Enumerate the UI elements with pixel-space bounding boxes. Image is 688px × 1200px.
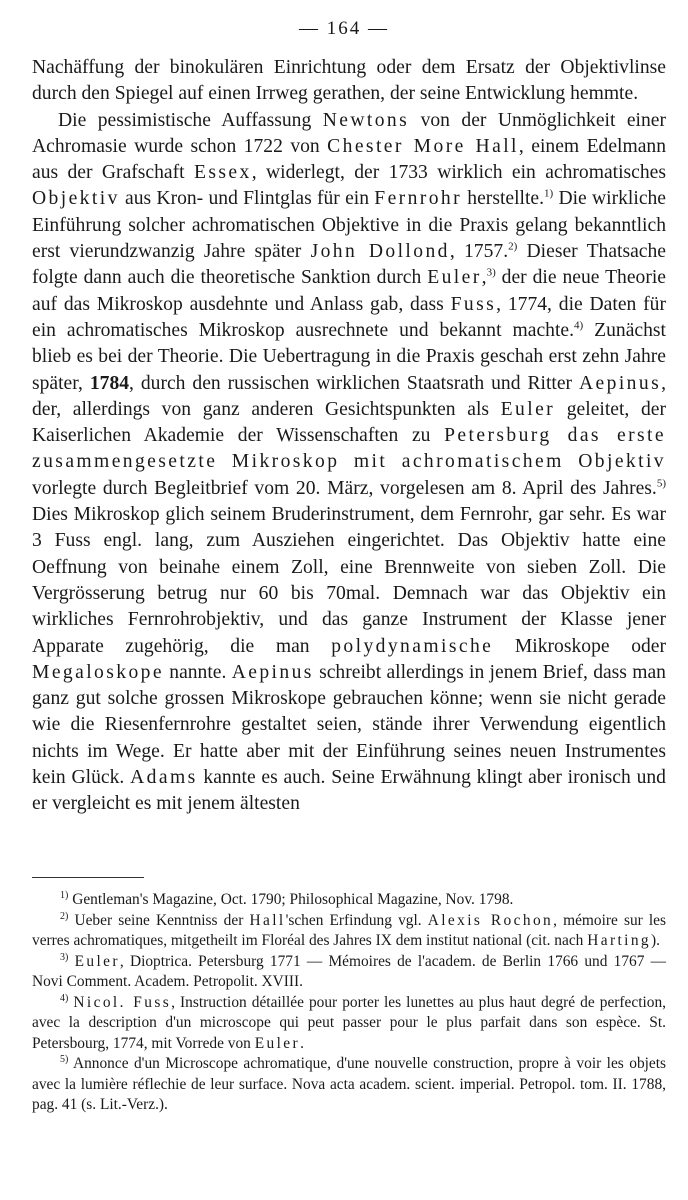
footnote-divider — [32, 877, 144, 878]
text-run: Annonce d'un Microscope achromatique, d'une nouvelle construction, propre à voir les objets avec la lumière réflechie de leur surface. Nova acta academ. scient. imperial. Petropol. tom. II. 1788, pag. 41 (s. Lit.-Verz.). — [32, 1055, 667, 1113]
text-run: , Instruction détaillée pour porter les lunettes au plus haut degré de perfection, avec la description d'un microscope qui peut passer pour le plus parfait dans son espèce. St. Petersbourg, 1774, mit Vorrede von — [32, 993, 666, 1052]
footnote-mark: 3) — [60, 951, 69, 963]
text-run: Die wirkliche Einführung solcher achromatischen Objektive in die Praxis gelang bekanntlich erst vierundzwanzig Jahre später — [32, 188, 667, 263]
text-run: nannte. — [163, 661, 232, 683]
spaced-name: Aepinus — [231, 661, 314, 683]
text-run: Dies Mikroskop glich seinem Bruderinstrument, dem Fernrohr, gar sehr. Es war 3 Fuss engl. lang, zum Ausziehen eingerichtet. Das Objektiv hatte eine Oeffnung von beinahe einem Zoll, eine Brennweite von sieben Zoll. Die Vergrösserung betrug nur 60 bis 70mal. Demnach war das Objektiv ein wirkliches Fernrohrobjektiv, und das ganze Instrument der Klasse jener Apparate zugehörig, die man — [32, 504, 666, 657]
spaced-name: Fuss — [450, 293, 497, 315]
spaced-name: Essex — [193, 162, 252, 184]
footnote-mark: 5) — [60, 1053, 69, 1065]
spaced-name: Euler — [427, 267, 482, 289]
spaced-term: polydynamische — [331, 635, 494, 657]
text-run: der die neue Theorie auf das Mikroskop ausdehnte und Anlass gab, dass — [32, 267, 666, 315]
text-run: herstellte. — [462, 188, 545, 210]
text-run: vorlegte durch Begleitbrief vom 20. März, vorgelesen am 8. April des Jahres. — [32, 477, 657, 499]
spaced-term: Fernrohr — [374, 188, 463, 210]
text-run: , — [481, 267, 487, 289]
text-run: , der, allerdings von ganz anderen Gesichtspunkten als — [32, 372, 667, 420]
text-run: , Dioptrica. Petersburg 1771 — Mémoires de l'academ. de Berlin 1766 und 1767 — Novi Comment. Academ. Petropolit. XVIII. — [32, 952, 666, 990]
text-run: . — [300, 1034, 304, 1052]
footnote-mark: 4) — [60, 992, 69, 1004]
spaced-name: Nicol. Fuss — [73, 993, 172, 1011]
spaced-phrase: Petersburg das erste zusammengesetzte Mikroskop mit achromatischem Objektiv — [32, 425, 666, 473]
bold-year: 1784 — [89, 372, 130, 394]
text-run: Mikroskope oder — [493, 635, 667, 657]
text-run: Ueber seine Kenntniss der — [74, 911, 250, 929]
footnote-5 — [32, 1054, 666, 1116]
text-run: ). — [651, 932, 661, 949]
text-run: Dieser Thatsache folgte dann auch die theoretische Sanktion durch — [32, 241, 666, 289]
footnote-mark: 1) — [60, 889, 69, 901]
spaced-name: Aepinus — [579, 372, 662, 394]
spaced-term: Objektiv — [32, 188, 120, 210]
footnote-ref: 3) — [486, 266, 496, 279]
footnote-ref: 1) — [544, 187, 554, 200]
spaced-name: Chester More Hall — [327, 135, 519, 157]
footnote-4 — [32, 993, 666, 1055]
paragraph-2 — [32, 108, 666, 818]
text-run: , einem Edelmann aus der Grafschaft — [32, 135, 667, 184]
footnote-ref: 5) — [656, 477, 666, 490]
footnote-3 — [32, 952, 666, 993]
text-run: Gentleman's Magazine, Oct. 1790; Philosophical Magazine, Nov. 1798. — [72, 891, 514, 908]
text-run: aus Kron- und Flintglas für ein — [119, 188, 375, 210]
page-number: — 164 — — [299, 18, 389, 39]
footnote-ref: 4) — [574, 319, 584, 332]
footnotes — [32, 890, 666, 1116]
spaced-name: John Dollond — [310, 241, 450, 263]
text-run: geleitet, der Kaiserlichen Akademie der Wissenschaften zu — [32, 398, 666, 447]
text-run: Zunächst blieb es bei der Theorie. Die Uebertragung in die Praxis geschah erst zehn Jahre später, — [32, 319, 666, 394]
spaced-name: Hall — [249, 911, 286, 929]
spaced-name: Newtons — [322, 109, 410, 131]
paragraph-1: Nachäffung der binokulären Einrichtung oder dem Ersatz der Objektivlinse durch den Spiegel auf einen Irrweg gerathen, der seine Entwicklung hemmte. — [32, 57, 666, 105]
text-run: kannte es auch. Seine Erwähnung klingt aber ironisch und er vergleicht es mit jenem ältesten — [32, 767, 666, 815]
spaced-name: Euler — [74, 952, 120, 970]
text-run: , 1757. — [449, 241, 509, 263]
spaced-term: Megaloskope — [32, 661, 164, 683]
text-run: Die pessimistische Auffassung — [58, 109, 323, 131]
text-run: schreibt allerdings in jenem Brief, dass man ganz gut solche grossen Mikroskope gebrauchen könne; wenn sie nicht gerade wie die Riesenfernrohre gestaltet seien, stände ihrer Verwendung eigentlich nichts im Wege. Er hatte aber mit der Einführung seines neuen Instrumentes kein Glück. — [32, 661, 666, 789]
text-run: , widerlegt, der 1733 wirklich ein achromatisches — [251, 162, 666, 184]
main-text — [32, 55, 666, 818]
footnote-1 — [32, 890, 666, 911]
text-run: , 1774, die Daten für ein achromatisches Mikroskop ausrechnete und bekannt machte. — [32, 293, 666, 341]
spaced-name: Alexis Rochon — [427, 911, 554, 929]
spaced-name: Harting — [587, 932, 652, 949]
spaced-name: Adams — [130, 767, 198, 789]
text-run: von der Unmöglichkeit einer Achromasie wurde schon 1722 von — [32, 109, 666, 157]
footnote-ref: 2) — [508, 240, 518, 253]
spaced-name: Euler — [500, 398, 556, 420]
text-run: , durch den russischen wirklichen Staatsrath und Ritter — [129, 372, 579, 394]
text-run: 'schen Erfindung vgl. — [285, 911, 428, 929]
footnote-mark: 2) — [60, 910, 69, 922]
spaced-name: Euler — [254, 1034, 301, 1052]
footnote-2 — [32, 911, 666, 952]
text-run: , mémoire sur les verres achromatiques, mitgetheilt im Floréal des Jahres IX dem institut national (cit. nach — [32, 911, 667, 949]
